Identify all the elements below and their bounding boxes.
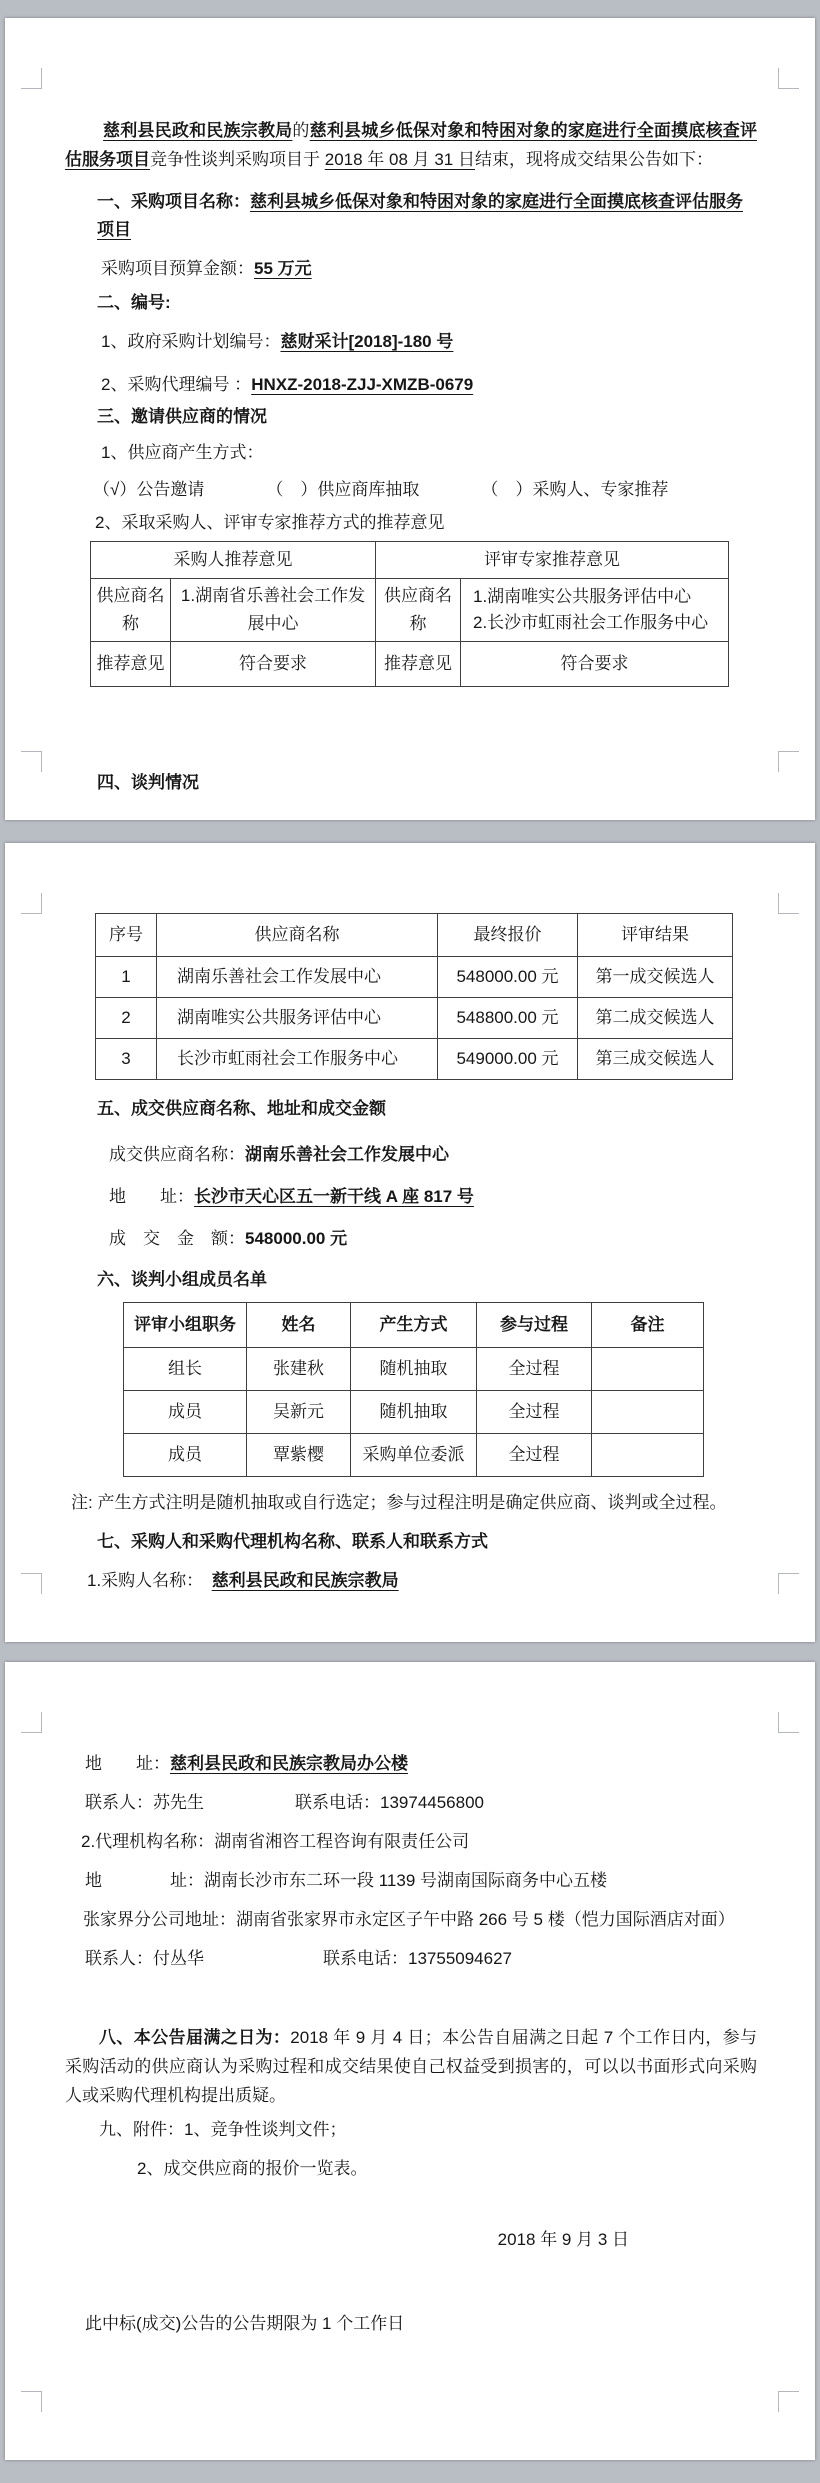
agency-name-line bbox=[65, 1828, 757, 1856]
participation: 全过程 bbox=[477, 1434, 592, 1477]
plan-number-value: 慈财采计[2018]-180 号 bbox=[280, 332, 454, 351]
page-1 bbox=[5, 18, 815, 820]
address-value: 长沙市天心区五一新干线 A 座 817 号 bbox=[194, 1187, 474, 1206]
table-row bbox=[96, 957, 733, 998]
col-header-supplier: 供应商名称 bbox=[157, 914, 438, 957]
supplier-name-label: 供应商名称 bbox=[376, 579, 461, 642]
margin-corner-mark-icon bbox=[21, 68, 42, 89]
buyer-contact-line bbox=[65, 1789, 757, 1817]
panel-role: 成员 bbox=[124, 1434, 247, 1477]
final-quote: 548800.00 元 bbox=[438, 998, 578, 1039]
margin-corner-mark-icon bbox=[778, 68, 799, 89]
intro-paragraph bbox=[65, 116, 757, 174]
recommendation-title: 2、采取采购人、评审专家推荐方式的推荐意见 bbox=[95, 513, 445, 532]
section-8-paragraph bbox=[65, 2023, 757, 2110]
agency-address-line bbox=[65, 1867, 757, 1895]
margin-corner-mark-icon bbox=[778, 751, 799, 772]
margin-corner-mark-icon bbox=[21, 751, 42, 772]
plan-number-label: 1、政府采购计划编号： bbox=[101, 332, 281, 351]
col-header-review-result: 评审结果 bbox=[578, 914, 733, 957]
page-1-content bbox=[5, 18, 815, 797]
selection-method: 随机抽取 bbox=[351, 1348, 477, 1391]
col-header-final-quote: 最终报价 bbox=[438, 914, 578, 957]
budget-line bbox=[65, 255, 757, 283]
page-3 bbox=[5, 1662, 815, 2460]
contact-phone: 联系电话：13974456800 bbox=[295, 1793, 485, 1812]
review-result: 第三成交候选人 bbox=[578, 1039, 733, 1080]
agency-number-line bbox=[65, 371, 757, 399]
panel-table-header-row bbox=[124, 1303, 704, 1348]
section-5-heading: 五、成交供应商名称、地址和成交金额 bbox=[97, 1099, 386, 1118]
review-result: 第二成交候选人 bbox=[578, 998, 733, 1039]
recommendation-table-header-row bbox=[91, 542, 729, 579]
agency-address-value: 湖南长沙市东二环一段 1139 号湖南国际商务中心五楼 bbox=[204, 1871, 608, 1890]
section-4-heading: 四、谈判情况 bbox=[97, 773, 199, 792]
selection-method: 采购单位委派 bbox=[351, 1434, 477, 1477]
address-label: 地 址： bbox=[85, 1754, 170, 1773]
buyer-recommended-supplier: 1.湖南省乐善社会工作发展中心 bbox=[171, 579, 376, 642]
section-6-heading: 六、谈判小组成员名单 bbox=[97, 1270, 267, 1289]
row-index: 3 bbox=[96, 1039, 157, 1080]
close-date: 2018 年 08 月 31 日 bbox=[324, 150, 475, 169]
buyer-address-value: 慈利县民政和民族宗教局办公楼 bbox=[170, 1754, 408, 1773]
intro-mid-text: 竞争性谈判采购项目于 bbox=[150, 150, 325, 169]
buyer-name-value: 慈利县民政和民族宗教局 bbox=[211, 1571, 399, 1590]
col-header-panel-role: 评审小组职务 bbox=[124, 1303, 247, 1348]
margin-corner-mark-icon bbox=[778, 1712, 799, 1733]
panel-role: 成员 bbox=[124, 1391, 247, 1434]
row-index: 2 bbox=[96, 998, 157, 1039]
buyer-name: 慈利县民政和民族宗教局 bbox=[103, 121, 293, 140]
method-options bbox=[65, 476, 757, 504]
agency-name-label: 2.代理机构名称： bbox=[81, 1832, 215, 1851]
margin-corner-mark-icon bbox=[21, 893, 42, 914]
panel-member-name: 覃紫樱 bbox=[247, 1434, 351, 1477]
buyer-address-line bbox=[65, 1750, 757, 1778]
recommendation-opinion-label: 推荐意见 bbox=[91, 642, 171, 687]
panel-table bbox=[123, 1302, 704, 1477]
budget-label: 采购项目预算金额： bbox=[101, 259, 254, 278]
expert-supplier-1: 1.湖南唯实公共服务评估中心 bbox=[473, 587, 692, 606]
table-row bbox=[124, 1391, 704, 1434]
contact-phone: 联系电话：13755094627 bbox=[323, 1949, 513, 1968]
recommendation-opinion-label: 推荐意见 bbox=[376, 642, 461, 687]
col-header-buyer-recommendation: 采购人推荐意见 bbox=[91, 542, 376, 579]
winner-address-line bbox=[65, 1183, 757, 1211]
panel-note-line: 注: 产生方式注明是随机抽取或自行选定；参与过程注明是确定供应商、谈判或全过程。 bbox=[71, 1493, 727, 1512]
col-header-remarks: 备注 bbox=[592, 1303, 704, 1348]
announcement-period-line: 此中标(成交)公告的公告期限为 1 个工作日 bbox=[85, 2314, 405, 2333]
table-row bbox=[91, 642, 729, 687]
quote-table-header-row bbox=[96, 914, 733, 957]
margin-corner-mark-icon bbox=[778, 893, 799, 914]
supplier-name: 长沙市虹雨社会工作服务中心 bbox=[157, 1039, 438, 1080]
plan-number-line bbox=[65, 328, 757, 356]
buyer-name-label: 1.采购人名称： bbox=[87, 1571, 195, 1590]
intro-tail-text: 结束，现将成交结果公告如下： bbox=[475, 150, 713, 169]
section-1-project-name: 慈利县城乡低保对象和特困对象的家庭进行全面摸底核查评估服务项目 bbox=[97, 192, 743, 239]
table-row bbox=[96, 998, 733, 1039]
section-7-heading: 七、采购人和采购代理机构名称、联系人和联系方式 bbox=[97, 1532, 488, 1551]
participation: 全过程 bbox=[477, 1348, 592, 1391]
panel-member-name: 张建秋 bbox=[247, 1348, 351, 1391]
winner-name-line bbox=[65, 1141, 757, 1169]
margin-corner-mark-icon bbox=[21, 2391, 42, 2412]
winner-label: 成交供应商名称： bbox=[109, 1145, 245, 1164]
margin-corner-mark-icon bbox=[21, 1712, 42, 1733]
col-header-name: 姓名 bbox=[247, 1303, 351, 1348]
project-name: 慈利县城乡低保对象和特困对象的家庭进行全面摸底核查评估服务项目 bbox=[65, 121, 758, 169]
expert-supplier-2: 2.长沙市虹雨社会工作服务中心 bbox=[473, 613, 709, 632]
review-result: 第一成交候选人 bbox=[578, 957, 733, 998]
participation: 全过程 bbox=[477, 1391, 592, 1434]
branch-address-value: 湖南省张家界市永定区子午中路 266 号 5 楼（恺力国际酒店对面） bbox=[236, 1910, 735, 1929]
amount-label: 成 交 金 额： bbox=[109, 1229, 245, 1248]
table-row bbox=[91, 579, 729, 642]
agency-number-value: HNXZ-2018-ZJJ-XMZB-0679 bbox=[251, 375, 474, 394]
remarks bbox=[592, 1391, 704, 1434]
margin-corner-mark-icon bbox=[778, 2391, 799, 2412]
section-3-heading: 三、邀请供应商的情况 bbox=[97, 407, 267, 426]
attachment-2-line: 2、成交供应商的报价一览表。 bbox=[137, 2159, 368, 2178]
remarks bbox=[592, 1348, 704, 1391]
section-1-heading bbox=[65, 188, 757, 244]
remarks bbox=[592, 1434, 704, 1477]
selection-method: 随机抽取 bbox=[351, 1391, 477, 1434]
panel-member-name: 吴新元 bbox=[247, 1391, 351, 1434]
col-header-selection-method: 产生方式 bbox=[351, 1303, 477, 1348]
branch-address-line bbox=[65, 1906, 757, 1934]
deal-amount-line bbox=[65, 1225, 757, 1253]
option-expert-recommend: （ ）采购人、专家推荐 bbox=[481, 480, 669, 499]
col-header-participation: 参与过程 bbox=[477, 1303, 592, 1348]
table-row bbox=[124, 1434, 704, 1477]
page-2 bbox=[5, 843, 815, 1642]
agency-number-label: 2、采购代理编号 ： bbox=[101, 375, 252, 394]
agency-name-value: 湖南省湘咨工程咨询有限责任公司 bbox=[214, 1832, 470, 1851]
quote-table bbox=[95, 913, 733, 1080]
winner-value: 湖南乐善社会工作发展中心 bbox=[245, 1145, 449, 1164]
option-pool-draw: （ ）供应商库抽取 bbox=[266, 480, 420, 499]
section-8-text: 2018 年 9 月 4 日；本公告自届满之日起 7 个工作日内，参与采购活动的供应商认为采购过程和成交结果使自己权益受到损害的，可以以书面形式向采购人或采购代理机构提出质疑。 bbox=[65, 2028, 758, 2105]
buyer-name-line bbox=[65, 1567, 757, 1595]
agency-contact-line bbox=[65, 1945, 757, 1973]
section-1-label: 一、采购项目名称： bbox=[97, 192, 250, 211]
supplier-name-label: 供应商名称 bbox=[91, 579, 171, 642]
margin-corner-mark-icon bbox=[21, 1573, 42, 1594]
section-8-label: 八、本公告届满之日为： bbox=[99, 2028, 291, 2047]
contact-person: 联系人：苏先生 bbox=[85, 1793, 204, 1812]
amount-value: 548000.00 元 bbox=[245, 1229, 348, 1248]
branch-address-label: 张家界分公司地址： bbox=[83, 1910, 236, 1929]
address-label: 地 址： bbox=[109, 1187, 194, 1206]
page-3-content bbox=[5, 1662, 815, 2338]
row-index: 1 bbox=[96, 957, 157, 998]
section-9-attachments-line: 九、附件：1、竞争性谈判文件； bbox=[99, 2120, 347, 2139]
col-header-index: 序号 bbox=[96, 914, 157, 957]
table-row bbox=[96, 1039, 733, 1080]
final-quote: 549000.00 元 bbox=[438, 1039, 578, 1080]
section-2-heading: 二、编号: bbox=[97, 293, 171, 312]
supplier-name: 湖南唯实公共服务评估中心 bbox=[157, 998, 438, 1039]
col-header-expert-recommendation: 评审专家推荐意见 bbox=[376, 542, 729, 579]
expert-recommended-suppliers bbox=[461, 579, 729, 642]
margin-corner-mark-icon bbox=[778, 1573, 799, 1594]
page-2-content bbox=[5, 843, 815, 1595]
budget-value: 55 万元 bbox=[254, 259, 312, 278]
supplier-name: 湖南乐善社会工作发展中心 bbox=[157, 957, 438, 998]
buyer-recommendation-opinion: 符合要求 bbox=[171, 642, 376, 687]
final-quote: 548000.00 元 bbox=[438, 957, 578, 998]
contact-person: 联系人：付丛华 bbox=[85, 1949, 204, 1968]
option-public-invite: （√）公告邀请 bbox=[93, 480, 205, 499]
sign-date: 2018 年 9 月 3 日 bbox=[497, 2230, 629, 2249]
panel-role: 组长 bbox=[124, 1348, 247, 1391]
intro-connector: 的 bbox=[292, 121, 310, 140]
address-label: 地 址： bbox=[85, 1871, 204, 1890]
expert-recommendation-opinion: 符合要求 bbox=[461, 642, 729, 687]
table-row bbox=[124, 1348, 704, 1391]
supplier-method-line: 1、供应商产生方式： bbox=[101, 443, 264, 462]
recommendation-table bbox=[90, 541, 729, 687]
